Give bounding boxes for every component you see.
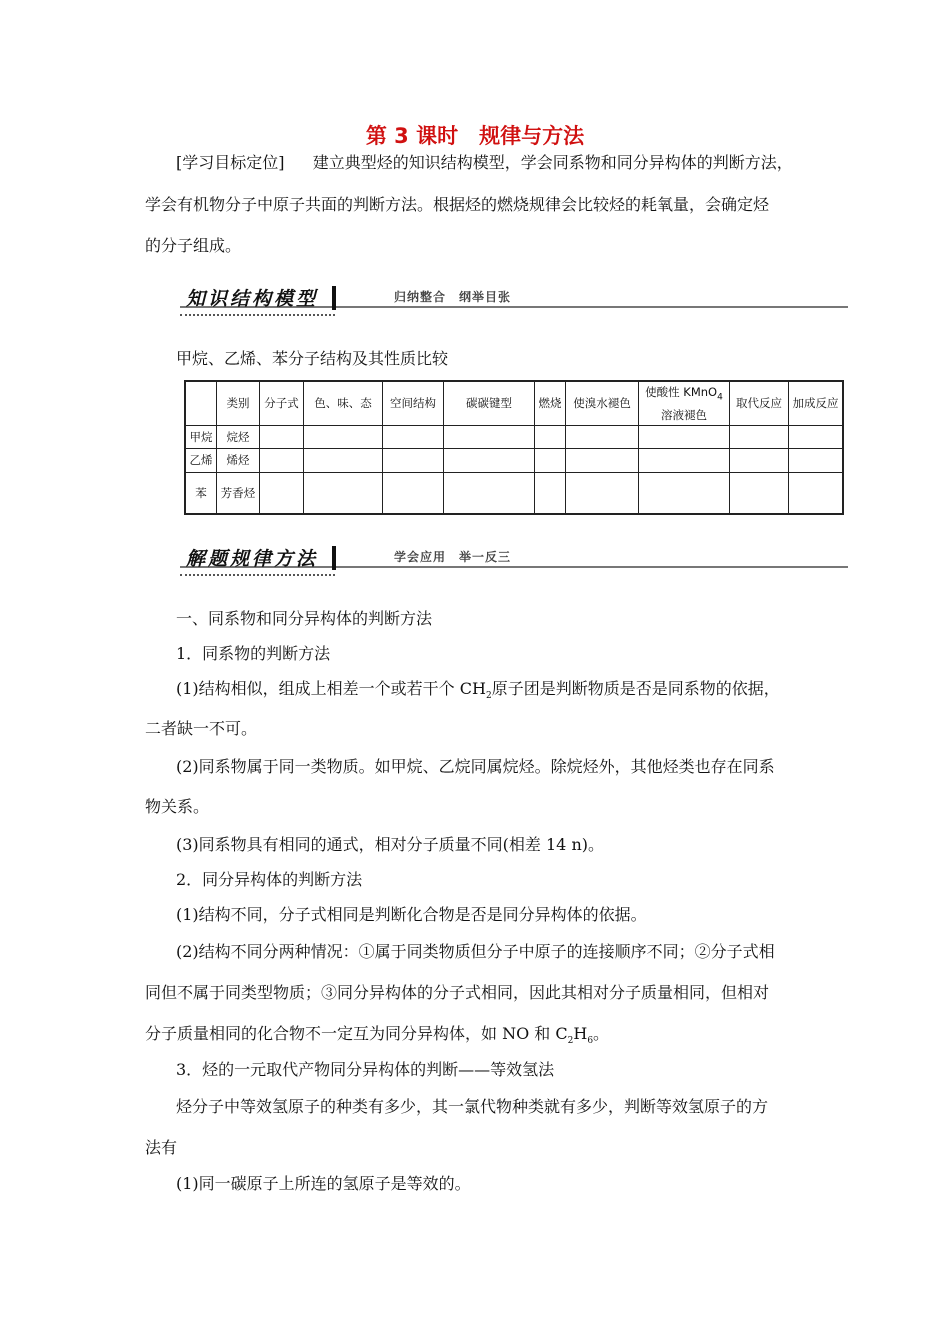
header-kmno-line2: 溶液褪色	[661, 407, 707, 422]
table-cell	[566, 448, 639, 472]
header-cell: 色、味、态	[304, 381, 383, 425]
table-cell	[260, 425, 304, 448]
table-cell	[789, 425, 844, 448]
header-kmno-text: 使酸性 KMnO	[645, 384, 718, 399]
table-cell	[730, 472, 789, 514]
section-banner-methods	[180, 544, 848, 580]
table-cell	[730, 425, 789, 448]
header-cell: 碳碳键型	[444, 381, 535, 425]
table-cell	[639, 448, 730, 472]
subscript: 2	[567, 1036, 574, 1047]
table-cell	[444, 425, 535, 448]
header-cell: 燃烧	[535, 381, 566, 425]
table-cell	[535, 425, 566, 448]
table-cell	[639, 472, 730, 514]
subscript: 6	[587, 1036, 594, 1047]
objective-text-1: 建立典型烃的知识结构模型，学会同系物和同分异构体的判断方法，	[312, 153, 793, 172]
table-cell	[535, 448, 566, 472]
table-header-row	[185, 381, 843, 425]
paragraph-line: 二者缺一不可。	[145, 719, 258, 738]
paragraph-line: (1)同一碳原子上所连的氢原子是等效的。	[176, 1174, 471, 1193]
header-cell	[185, 381, 217, 425]
row-category: 烯烃	[217, 448, 260, 472]
table-cell	[789, 472, 844, 514]
header-cell: 使溴水褪色	[566, 381, 639, 425]
banner-separator	[332, 286, 336, 310]
paragraph-line: 同但不属于同类型物质；③同分异构体的分子式相同，因此其相对分子质量相同，但相对	[145, 983, 770, 1002]
header-cell: 分子式	[260, 381, 304, 425]
banner-title: 知识结构模型	[186, 288, 319, 310]
table-cell	[304, 448, 383, 472]
table-cell	[535, 472, 566, 514]
header-kmno-subscript: 4	[717, 391, 723, 402]
table-cell	[383, 425, 444, 448]
subsection-heading-3: 3．烃的一元取代产物同分异构体的判断——等效氢法	[176, 1060, 555, 1079]
comparison-table	[184, 380, 844, 515]
banner-dotted-rule	[180, 574, 335, 576]
table-row	[185, 448, 843, 472]
table-cell	[304, 472, 383, 514]
paragraph-line: (3)同系物具有相同的通式，相对分子质量不同(相差 14 n)。	[176, 835, 604, 854]
header-cell: 空间结构	[383, 381, 444, 425]
table-cell	[444, 472, 535, 514]
subscript: 2	[485, 691, 492, 702]
subsection-heading-2: 2．同分异构体的判断方法	[176, 870, 363, 889]
objective-line-2: 学会有机物分子中原子共面的判断方法。根据烃的燃烧规律会比较烃的耗氧量，会确定烃	[145, 195, 770, 214]
paragraph-line: 烃分子中等效氢原子的种类有多少，其一氯代物种类就有多少，判断等效氢原子的方	[176, 1097, 769, 1116]
paragraph-line: (1)结构不同，分子式相同是判断化合物是否是同分异构体的依据。	[176, 905, 647, 924]
header-cell: 加成反应	[789, 381, 844, 425]
subsection-heading-1: 1．同系物的判断方法	[176, 644, 331, 663]
table-cell	[566, 472, 639, 514]
objective-line-3: 的分子组成。	[145, 236, 242, 255]
paragraph-line: 法有	[145, 1138, 178, 1157]
table-cell	[260, 448, 304, 472]
banner-dotted-rule	[180, 314, 335, 316]
paragraph-line	[145, 1021, 609, 1046]
objective-tag: [学习目标定位]	[176, 153, 285, 172]
table-cell	[260, 472, 304, 514]
table-cell	[730, 448, 789, 472]
row-category: 烷烃	[217, 425, 260, 448]
section-heading-1: 一、同系物和同分异构体的判断方法	[176, 609, 433, 628]
header-cell	[639, 381, 730, 425]
banner-title: 解题规律方法	[186, 548, 319, 570]
table-cell	[566, 425, 639, 448]
row-label: 甲烷	[185, 425, 217, 448]
table-cell	[383, 448, 444, 472]
paragraph-line: (2)同系物属于同一类物质。如甲烷、乙烷同属烷烃。除烷烃外，其他烃类也存在同系	[176, 757, 775, 776]
paragraph-line: 物关系。	[145, 797, 210, 816]
text-span: 原子团是判断物质是否是同系物的依据，	[491, 679, 780, 698]
row-category: 芳香烃	[217, 472, 260, 514]
banner-separator	[332, 546, 336, 570]
table-cell	[383, 472, 444, 514]
header-cell: 取代反应	[730, 381, 789, 425]
table-cell	[304, 425, 383, 448]
table-cell	[639, 425, 730, 448]
paragraph-line	[176, 676, 780, 701]
text-span: H	[573, 1024, 588, 1043]
header-cell: 类别	[217, 381, 260, 425]
text-span: 。	[593, 1024, 610, 1043]
table-row	[185, 472, 843, 514]
banner-subtitle: 归纳整合 纲举目张	[394, 290, 512, 304]
table-intro: 甲烷、乙烯、苯分子结构及其性质比较	[176, 349, 449, 368]
page-title: 第 3 课时 规律与方法	[365, 124, 585, 148]
table-cell	[444, 448, 535, 472]
row-label: 乙烯	[185, 448, 217, 472]
objective-line-1	[176, 150, 793, 173]
row-label: 苯	[185, 472, 217, 514]
table-row	[185, 425, 843, 448]
text-span: (1)结构相似，组成上相差一个或若干个 CH	[176, 679, 486, 698]
section-banner-knowledge	[180, 284, 848, 320]
text-span: 分子质量相同的化合物不一定互为同分异构体，如 NO 和 C	[145, 1024, 568, 1043]
paragraph-line: (2)结构不同分两种情况：①属于同类物质但分子中原子的连接顺序不同；②分子式相	[176, 942, 775, 961]
banner-subtitle: 学会应用 举一反三	[394, 550, 512, 564]
table-cell	[789, 448, 844, 472]
